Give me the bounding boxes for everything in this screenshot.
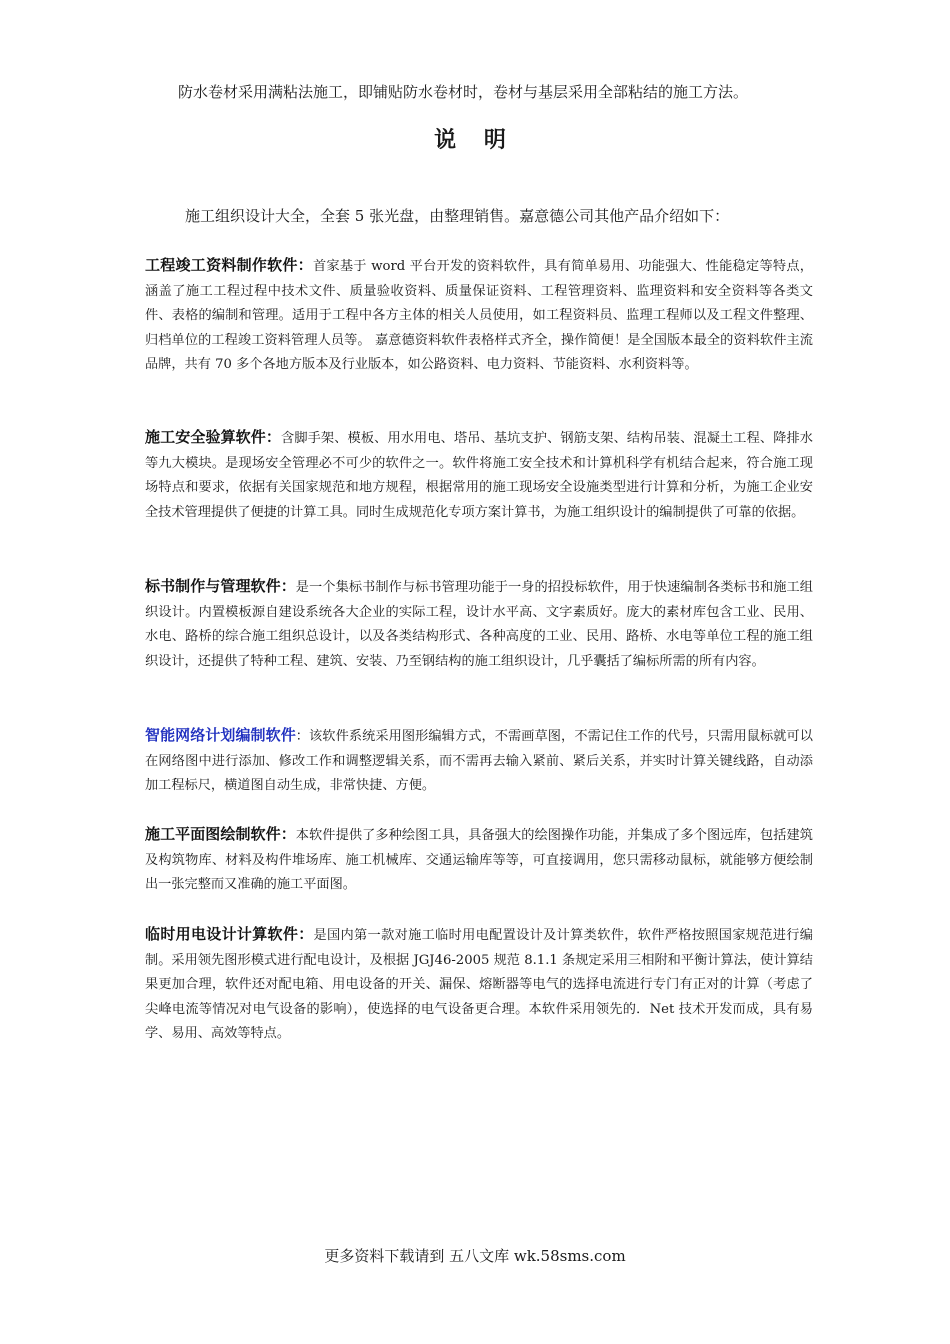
- section-site-plan-software: [145, 822, 813, 898]
- section-heading: 施工安全验算软件：: [145, 428, 282, 446]
- section-body: 是国内第一款对施工临时用电配置设计及计算类软件，软件严格按照国家规范进行编制。采用领先图形模式进行配电设计，及根据 JGJ46-2005 规范 8.1.1 条规定采用三相附和平衡计算法，使计算结果更加合理，软件还对配电箱、用电设备的开关、漏保、熔断器等电气的选择电流进行专门有正对的计算（考虑了尖峰电流等情况对电气设备的影响），使选择的电气设备更合理。本软件采用领先的．Net 技术开发而成，具有易学、易用、高效等特点。: [145, 928, 813, 1042]
- section-body: 含脚手架、模板、用水用电、塔吊、基坑支护、钢筋支架、结构吊装、混凝土工程、降排水等九大模块。是现场安全管理必不可少的软件之一。软件将施工安全技术和计算机科学有机结合起来，符合施工现场特点和要求，依据有关国家规范和地方规程，根据常用的施工现场安全设施类型进行计算和分析，为施工企业安全技术管理提供了便捷的计算工具。同时生成规范化专项方案计算书，为施工组织设计的编制提供了可靠的依据。: [145, 431, 813, 520]
- page-title: 说 明: [434, 128, 516, 153]
- section-heading-link[interactable]: 智能网络计划编制软件: [145, 726, 296, 744]
- section-body: 首家基于 word 平台开发的资料软件，具有简单易用、功能强大、性能稳定等特点，涵盖了施工工程过程中技术文件、质量验收资料、质量保证资料、工程管理资料、监理资料和安全资料等各类文件、表格的编制和管理。适用于工程中各方主体的相关人员使用，如工程资料员、监理工程师以及工程文件整理、归档单位的工程竣工资料管理人员等。 嘉意德资料软件表格样式齐全，操作简便！是全国版本最全的资料软件主流品牌，共有 70 多个各地方版本及行业版本，如公路资料、电力资料、节能资料、水利资料等。: [145, 259, 813, 373]
- subtitle: 施工组织设计大全，全套 5 张光盘，由整理销售。嘉意德公司其他产品介绍如下：: [185, 207, 730, 225]
- section-bid-software: [145, 574, 813, 674]
- section-body: 是一个集标书制作与标书管理功能于一身的招投标软件，用于快速编制各类标书和施工组织设计。内置模板源自建设系统各大企业的实际工程，设计水平高、文字素质好。庞大的素材库包含工业、民用、水电、路桥的综合施工组织总设计，以及各类结构形式、各种高度的工业、民用、路桥、水电等单位工程的施工组织设计，还提供了特种工程、建筑、安装、乃至钢结构的施工组织设计，几乎囊括了编标所需的所有内容。: [145, 580, 813, 669]
- section-heading: 工程竣工资料制作软件：: [145, 256, 313, 274]
- section-body: 本软件提供了多种绘图工具，具备强大的绘图操作功能，并集成了多个图远库，包括建筑及构筑物库、材料及构件堆场库、施工机械库、交通运输库等等，可直接调用，您只需移动鼠标，就能够方便绘制出一张完整而又准确的施工平面图。: [145, 828, 813, 893]
- section-heading: 施工平面图绘制软件：: [145, 825, 296, 843]
- section-completion-docs-software: [145, 253, 813, 378]
- section-network-plan-software: [145, 723, 813, 799]
- footer-link[interactable]: 更多资料下载请到 五八文库 wk.58sms.com: [324, 1247, 626, 1265]
- section-safety-calc-software: [145, 425, 813, 525]
- section-temp-power-software: [145, 922, 813, 1047]
- section-heading: 临时用电设计计算软件：: [145, 925, 314, 943]
- section-body: ：该软件系统采用图形编辑方式，不需画草图，不需记住工作的代号，只需用鼠标就可以在网络图中进行添加、修改工作和调整逻辑关系，而不需再去输入紧前、紧后关系，并实时计算关键线路，自动添加工程标尺，横道图自动生成，非常快捷、方便。: [145, 729, 813, 794]
- section-heading: 标书制作与管理软件：: [145, 577, 296, 595]
- intro-line: 防水卷材采用满粘法施工，即铺贴防水卷材时，卷材与基层采用全部粘结的施工方法。: [178, 83, 749, 101]
